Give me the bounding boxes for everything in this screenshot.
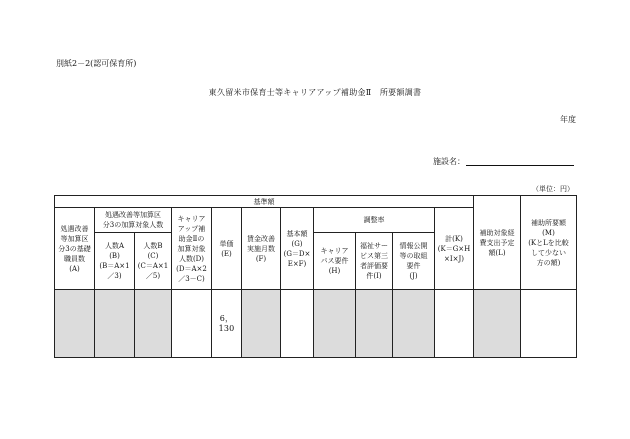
cell-m[interactable] — [521, 290, 577, 358]
cell-l[interactable] — [474, 290, 521, 358]
header-col-f: 賃金改善 実施月数 (F) — [242, 208, 281, 290]
cell-h[interactable] — [314, 290, 356, 358]
cell-g[interactable] — [281, 290, 314, 358]
cell-f[interactable] — [242, 290, 281, 358]
cell-k[interactable] — [435, 290, 474, 358]
cell-j[interactable] — [393, 290, 435, 358]
document-label: 別紙2－2(認可保育所) — [56, 59, 137, 68]
year-label: 年度 — [560, 115, 576, 124]
cell-i[interactable] — [356, 290, 393, 358]
calculation-table — [54, 195, 577, 358]
cell-b[interactable] — [95, 290, 135, 358]
facility-name-field[interactable] — [466, 165, 574, 166]
base-amount-header: 基準額 — [55, 196, 474, 208]
cell-a[interactable] — [55, 290, 95, 358]
cell-c[interactable] — [135, 290, 172, 358]
header-col-m: 補助所要額 (M) (KとLを比較 して少ない 方の額) — [521, 196, 577, 290]
header-group-b: 処遇改善等加算区 分3の加算対象人数 — [95, 208, 172, 233]
adjustment-rate-header: 調整率 — [314, 208, 435, 233]
table-row — [55, 290, 577, 358]
header-col-g: 基本額 (G) (G＝D× E×F) — [281, 208, 314, 290]
header-col-k: 計(K) (K＝G×H ×I×J) — [435, 208, 474, 290]
header-col-l: 補助対象経 費支出予定 額(L) — [474, 196, 521, 290]
header-col-h: キャリア パス要件 (H) — [314, 233, 356, 290]
header-col-j: 情報公開 等の取組 要件 (J) — [393, 233, 435, 290]
facility-name-label: 施設名： — [433, 157, 465, 166]
cell-e: 6，130 — [212, 290, 242, 358]
header-col-a: 処遇改善 等加算区 分3の基礎 職員数 (A) — [55, 208, 95, 290]
header-col-c: 人数B (C) (C＝A×1 ／5) — [135, 233, 172, 290]
document-title: 東久留米市保育士等キャリアアップ補助金Ⅱ 所要額調書 — [208, 88, 422, 97]
header-col-d: キャリア アップ補 助金Ⅱの 加算対象 人数(D) (D＝A×2 ／3－C) — [172, 208, 212, 290]
cell-d[interactable] — [172, 290, 212, 358]
header-col-b: 人数A (B) (B＝A×1 ／3) — [95, 233, 135, 290]
unit-label: （単位：円） — [532, 185, 574, 193]
header-col-e: 単価 (E) — [212, 208, 242, 290]
header-col-i: 福祉サー ビス第三 者評価要 件(I) — [356, 233, 393, 290]
